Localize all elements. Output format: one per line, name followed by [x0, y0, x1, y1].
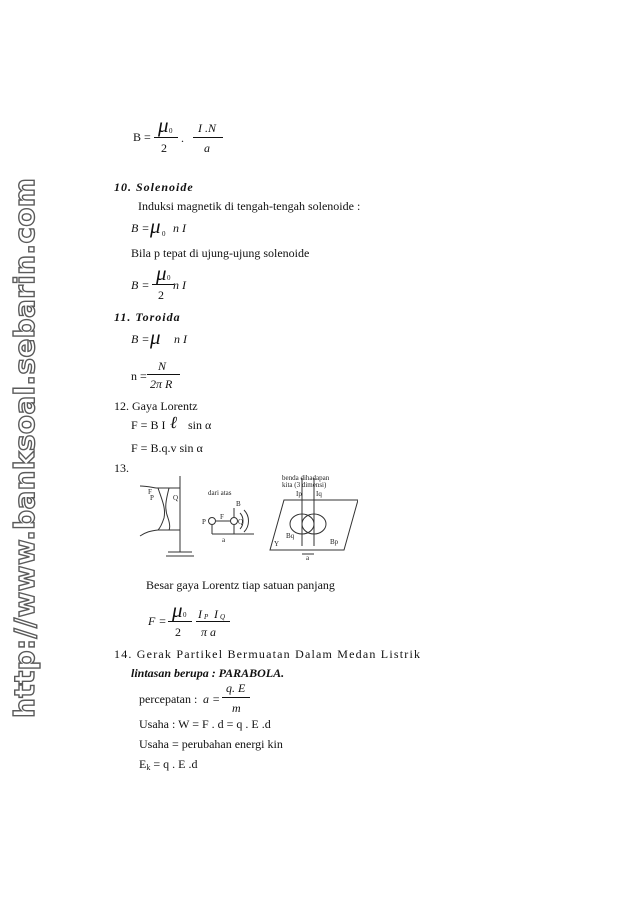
label-q2: Q — [238, 518, 244, 526]
formula-text: sin α — [188, 418, 212, 432]
formula-lhs: B = — [131, 221, 150, 235]
section-title: 11. Toroida — [114, 310, 181, 324]
subtitle: lintasan berupa : PARABOLA. — [131, 666, 285, 680]
paragraph: Bila p tepat di ujung-ujung solenoide — [131, 246, 310, 260]
formula-text: F = B I — [131, 418, 166, 432]
label-p: P — [150, 494, 154, 502]
label-b: B — [236, 500, 241, 508]
energy-formula — [139, 757, 197, 772]
lorentz-figure — [136, 472, 358, 560]
mu-symbol: μ — [156, 261, 167, 285]
label-bp: Bp — [330, 538, 339, 546]
script-l-symbol: ℓ — [170, 413, 178, 432]
mu-symbol: μ — [150, 325, 161, 349]
numerator: N — [158, 359, 167, 373]
subscript-q: Q — [220, 613, 226, 621]
label-dari-atas: dari atas — [208, 489, 232, 497]
accel-label: percepatan : — [139, 692, 198, 706]
label-benda-2: kita (3 dimensi) — [282, 481, 327, 489]
label-a2: a — [306, 554, 310, 560]
formula-lhs: B = — [131, 278, 150, 292]
fraction-bar — [152, 284, 174, 285]
formula-rest: n I — [173, 221, 186, 235]
numerator-ip: I — [198, 607, 202, 621]
energy-symbol: E — [139, 757, 147, 771]
dot-operator: . — [181, 131, 184, 145]
label-q: Q — [173, 494, 179, 502]
mu-subscript: 0 — [162, 230, 166, 238]
formula-lhs: B = — [133, 130, 151, 144]
section-title: 13. — [114, 461, 129, 475]
paragraph: Usaha = perubahan energi kin — [139, 737, 283, 751]
label-a: a — [222, 536, 226, 544]
mu-subscript: 0 — [169, 127, 173, 135]
formula-lhs: B = — [131, 332, 150, 346]
formula-lhs: n = — [131, 369, 147, 383]
paragraph: Induksi magnetik di tengah-tengah solenoide : — [138, 199, 361, 213]
fraction-bar — [196, 621, 230, 622]
label-y: Y — [274, 540, 280, 548]
denominator: a — [204, 141, 210, 155]
formula-text: F = B.q.v sin α — [131, 441, 203, 455]
section-title: 14. Gerak Partikel Bermuatan Dalam Medan Listrik — [114, 647, 422, 661]
mu-symbol: μ — [172, 598, 183, 622]
subscript-k: k — [146, 763, 151, 772]
section-title: 12. Gaya Lorentz — [114, 399, 198, 413]
denominator: 2π R — [150, 377, 173, 391]
label-benda-1: benda dihadapan — [282, 474, 330, 482]
watermark: http://www.banksoal.sebarin.com — [8, 177, 41, 718]
fraction-bar — [222, 697, 250, 698]
denominator: π a — [201, 625, 217, 639]
denominator: 2 — [175, 625, 181, 639]
fraction-bar — [168, 621, 192, 622]
label-iq: Iq — [316, 490, 322, 498]
caption: Besar gaya Lorentz tiap satuan panjang — [146, 578, 335, 592]
mu-subscript: 0 — [183, 611, 187, 619]
formula-lhs: F = — [148, 614, 167, 628]
formula-lhs: a = — [203, 692, 221, 706]
mu-symbol: μ — [158, 113, 169, 137]
label-ip: Ip — [296, 490, 302, 498]
formula-rest: n I — [173, 278, 186, 292]
mu-symbol: μ — [150, 214, 161, 238]
denominator: 2 — [161, 141, 167, 155]
fraction-bar — [193, 137, 223, 138]
subscript-p: P — [204, 613, 209, 621]
paragraph: Usaha : W = F . d = q . E .d — [139, 717, 271, 731]
fraction-bar — [147, 374, 180, 375]
numerator: q. E — [226, 681, 246, 695]
label-p2: P — [202, 518, 206, 526]
numerator-iq: I — [214, 607, 218, 621]
fraction-bar — [154, 137, 178, 138]
denominator: 2 — [158, 288, 164, 302]
label-f2: F — [220, 513, 224, 521]
formula-rest: n I — [174, 332, 187, 346]
section-title: 10. Solenoide — [114, 180, 194, 194]
numerator: I .N — [198, 121, 216, 135]
energy-rest: = q . E .d — [150, 757, 198, 771]
label-f: F — [148, 488, 152, 496]
label-bq: Bq — [286, 532, 295, 540]
mu-subscript: 0 — [167, 274, 171, 282]
denominator: m — [232, 701, 241, 715]
